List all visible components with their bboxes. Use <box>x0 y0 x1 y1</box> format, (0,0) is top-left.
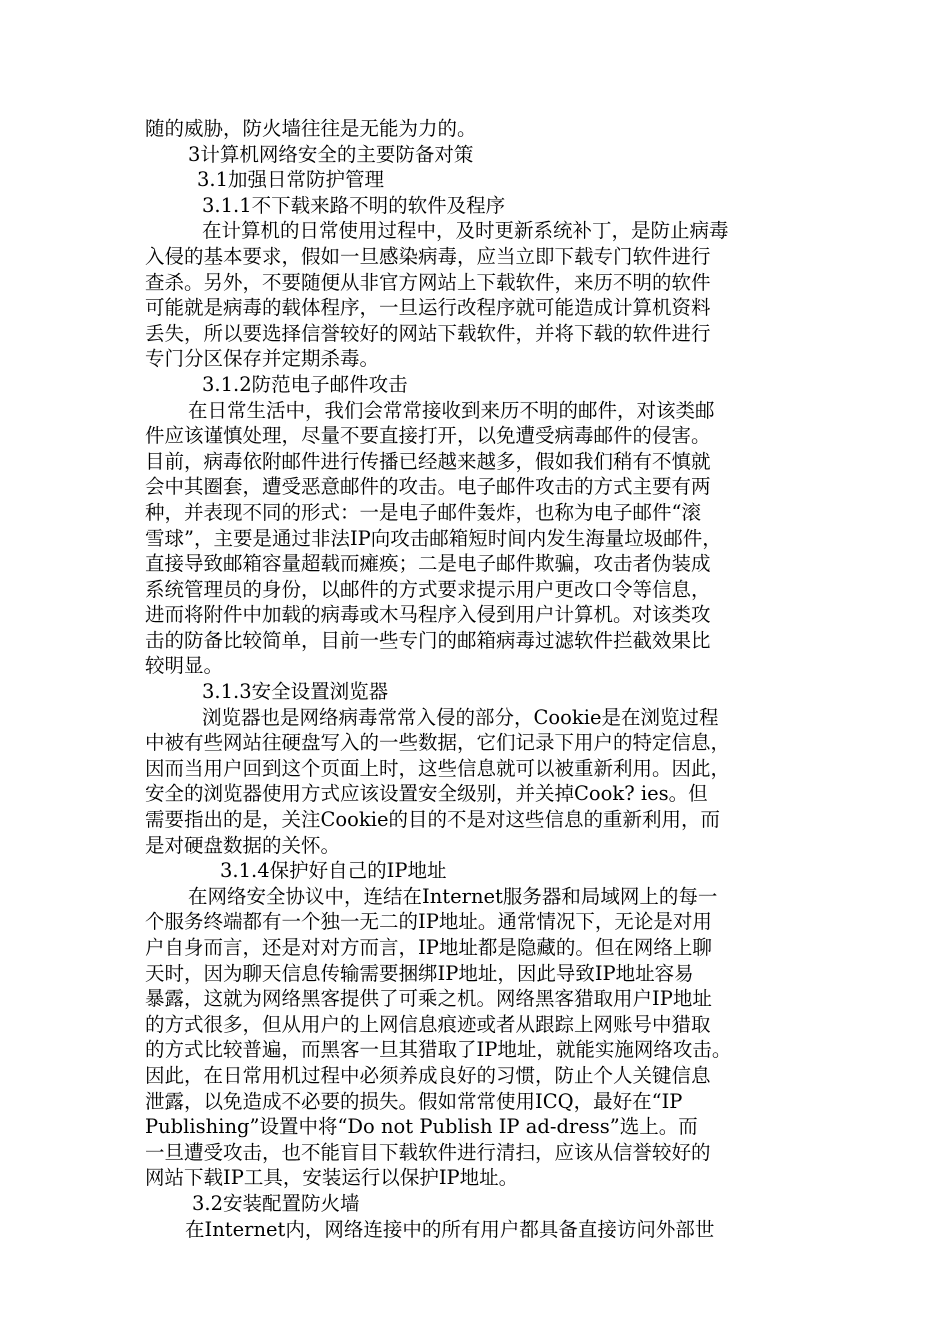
paragraph-line: 目前，病毒依附邮件进行传播已经越来越多，假如我们稍有不慎就 <box>145 449 711 473</box>
paragraph-line: 随的威胁，防火墙往往是无能为力的。 <box>145 117 477 140</box>
paragraph-line: 的方式比较普遍，而黑客一旦其猎取了IP地址，就能实施网络攻击。 <box>145 1038 732 1062</box>
paragraph-line: 网站下载IP工具，安装运行以保护IP地址。 <box>145 1166 519 1190</box>
paragraph-line: 较明显。 <box>145 654 224 678</box>
paragraph-line: 安全的浏览器使用方式应该设置安全级别，并关掉Cook? ies。但 <box>145 782 708 806</box>
paragraph-line: 泄露，以免造成不必要的损失。假如常常使用ICQ，最好在“IP <box>145 1089 683 1113</box>
paragraph-line: 入侵的基本要求，假如一旦感染病毒，应当立即下载专门软件进行 <box>145 244 711 268</box>
paragraph-line: 的方式很多，但从用户的上网信息痕迹或者从跟踪上网账号中猎取 <box>145 1012 711 1036</box>
paragraph-line: 户自身而言，还是对对方而言，IP地址都是隐藏的。但在网络上聊 <box>145 936 712 959</box>
paragraph-line: 可能就是病毒的载体程序，一旦运行改程序就可能造成计算机资料 <box>145 296 711 320</box>
subsubsection-heading: 3.1.1不下载来路不明的软件及程序 <box>202 193 506 217</box>
paragraph-line: 直接导致邮箱容量超载而瘫痪；二是电子邮件欺骗，攻击者伪装成 <box>145 552 711 576</box>
subsubsection-heading: 3.1.2防范电子邮件攻击 <box>202 372 408 396</box>
section-heading: 3计算机网络安全的主要防备对策 <box>188 142 474 166</box>
paragraph-line: 是对硬盘数据的关怀。 <box>145 833 341 857</box>
subsubsection-heading: 3.1.3安全设置浏览器 <box>202 680 389 704</box>
paragraph-line: 个服务终端都有一个独一无二的IP地址。通常情况下，无论是对用 <box>145 910 712 934</box>
paragraph-line: 进而将附件中加载的病毒或木马程序入侵到用户计算机。对该类攻 <box>145 603 711 627</box>
paragraph-line: 暴露，这就为网络黑客提供了可乘之机。网络黑客猎取用户IP地址 <box>145 987 712 1011</box>
paragraph-line: 击的防备比较简单，目前一些专门的邮箱病毒过滤软件拦截效果比 <box>145 628 711 652</box>
paragraph-line: 查杀。另外，不要随便从非官方网站上下载软件，来历不明的软件 <box>145 270 711 294</box>
paragraph-line: 系统管理员的身份，以邮件的方式要求提示用户更改口令等信息， <box>145 577 711 601</box>
paragraph-line: 在网络安全协议中，连结在Internet服务器和局域网上的每一 <box>188 884 718 908</box>
paragraph-line: 在计算机的日常使用过程中，及时更新系统补丁，是防止病毒 <box>202 219 729 243</box>
paragraph-line: 种，并表现不同的形式：一是电子邮件轰炸，也称为电子邮件“滚 <box>145 500 701 524</box>
paragraph-line: 会中其圈套，遭受恶意邮件的攻击。电子邮件攻击的方式主要有两 <box>145 475 711 499</box>
subsection-heading: 3.1加强日常防护管理 <box>197 168 385 192</box>
paragraph-line: 因而当用户回到这个页面上时，这些信息就可以被重新利用。因此， <box>145 756 731 780</box>
paragraph-line: 件应该谨慎处理，尽量不要直接打开，以免遭受病毒邮件的侵害。 <box>145 424 711 448</box>
paragraph-line: 浏览器也是网络病毒常常入侵的部分，Cookie是在浏览过程 <box>202 705 719 729</box>
document-page <box>145 116 825 1242</box>
paragraph-line: 中被有些网站往硬盘写入的一些数据，它们记录下用户的特定信息， <box>145 731 731 755</box>
paragraph-line: 雪球”，主要是通过非法IP向攻击邮箱短时间内发生海量垃圾邮件， <box>145 526 722 550</box>
paragraph-line: 一旦遭受攻击，也不能盲目下载软件进行清扫，应该从信誉较好的 <box>145 1140 711 1164</box>
paragraph-line: 丢失，所以要选择信誉较好的网站下载软件，并将下载的软件进行 <box>145 321 711 345</box>
paragraph-line: 在日常生活中，我们会常常接收到来历不明的邮件，对该类邮 <box>188 398 715 422</box>
paragraph-line: 在Internet内，网络连接中的所有用户都具备直接访问外部世 <box>185 1217 715 1241</box>
paragraph-line: 天时，因为聊天信息传输需要捆绑IP地址，因此导致IP地址容易 <box>145 961 694 985</box>
paragraph-line: 专门分区保存并定期杀毒。 <box>145 347 380 371</box>
paragraph-line: 因此，在日常用机过程中必须养成良好的习惯，防止个人关键信息 <box>145 1063 711 1087</box>
subsubsection-heading: 3.1.4保护好自己的IP地址 <box>220 859 447 883</box>
paragraph-line: 需要指出的是，关注Cookie的目的不是对这些信息的重新利用，而 <box>145 808 720 832</box>
subsection-heading: 3.2安装配置防火墙 <box>192 1191 360 1215</box>
paragraph-line: Publishing”设置中将“Do not Publish IP ad-dress”选上。而 <box>145 1115 698 1139</box>
